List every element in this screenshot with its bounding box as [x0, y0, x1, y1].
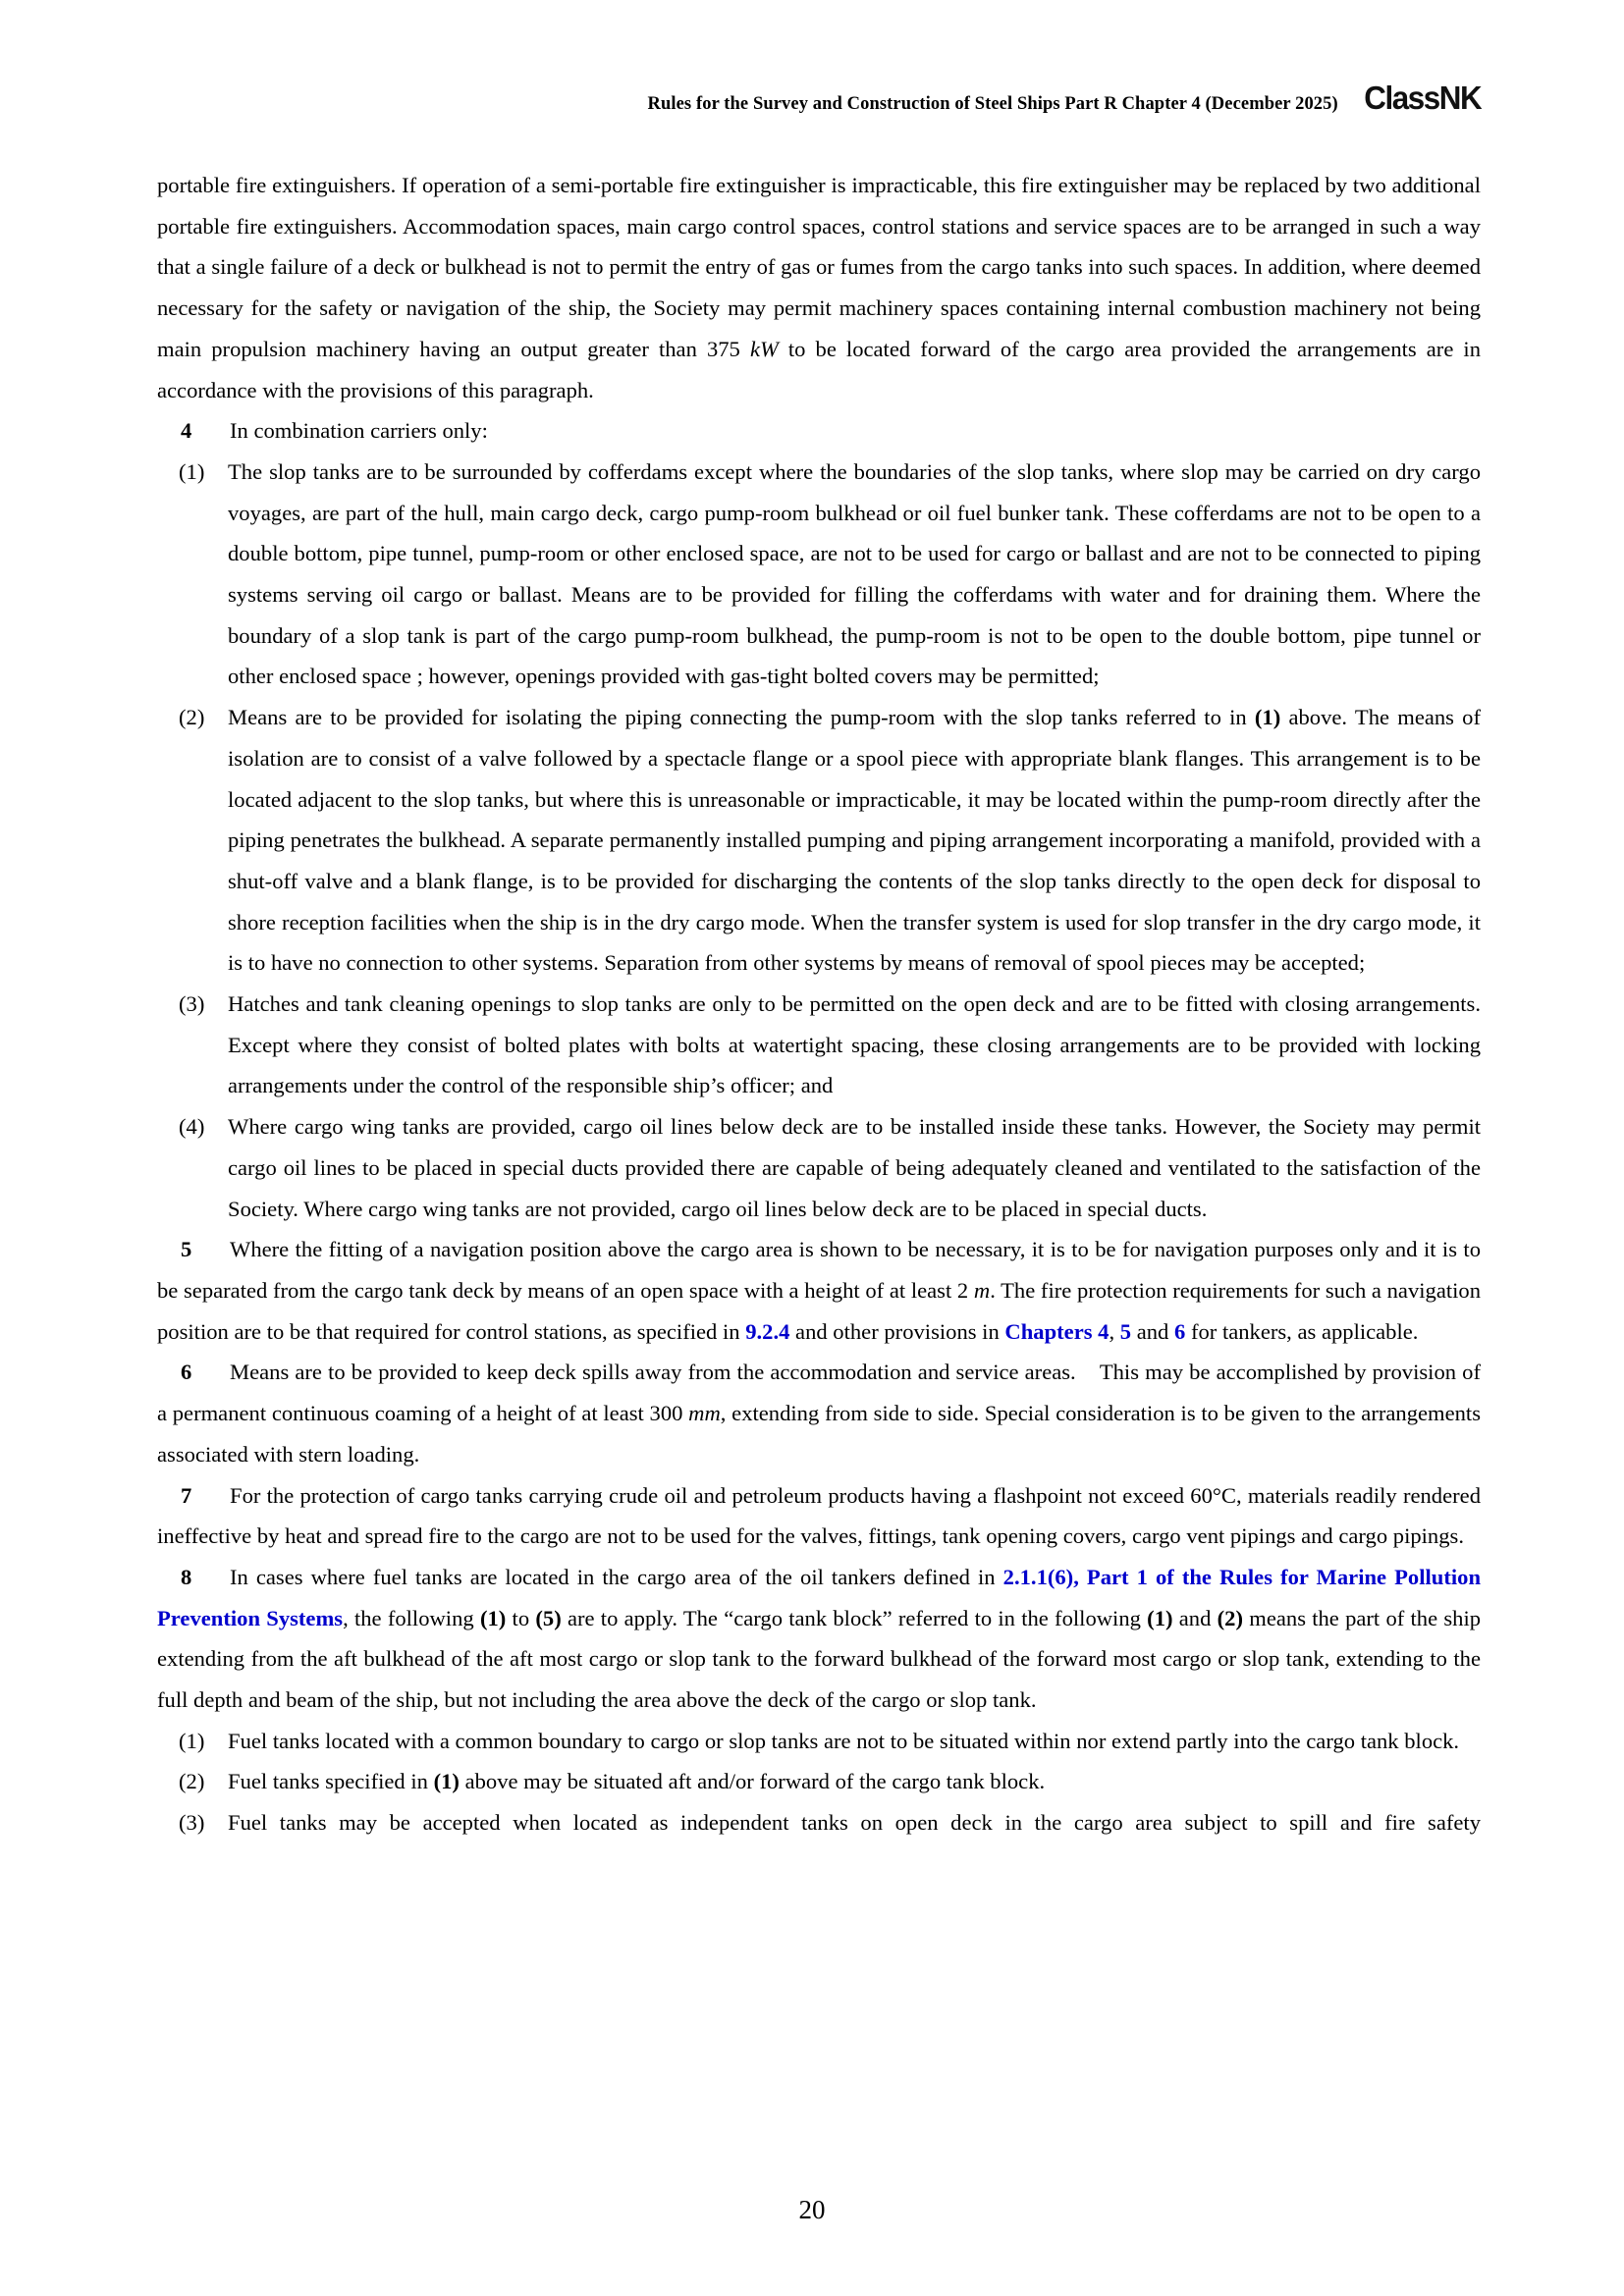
list-item: (2) Means are to be provided for isolating the piping connecting the pump-room with the slop tanks referred to in (1) above. The means of isolation are to consist of a valve followed by a spectacle flange or a spool piece with appropriate blank flanges. This arrangement is to be located adjacent to the slop tanks, but where this is unreasonable or impracticable, it may be located within the pump-room directly after the piping penetrates the bulkhead. A separate permanently installed pumping and piping arrangement incorporating a manifold, provided with a shut-off valve and a blank flange, is to be provided for discharging the contents of the slop tanks directly to the open deck for disposal to shore reception facilities when the ship is in the dry cargo mode. When the transfer system is used for slop transfer in the dry cargo mode, it is to have no connection to other systems. Separation from other systems by means of removal of spool pieces may be accepted;	[157, 697, 1481, 984]
classnk-logo: ClassNK	[1364, 80, 1481, 116]
paragraph-continued: portable fire extinguishers. If operation of a semi-portable fire extinguisher is impracticable, this fire extinguisher may be replaced by two additional portable fire extinguishers. Accommodation spaces, main cargo control spaces, control stations and service spaces are to be arranged in such a way that a single failure of a deck or bulkhead is not to permit the entry of gas or fumes from the cargo tanks into such spaces. In addition, where deemed necessary for the safety or navigation of the ship, the Society may permit machinery spaces containing internal combustion machinery not being main propulsion machinery having an output greater than 375 kW to be located forward of the cargo area provided the arrangements are in accordance with the provisions of this paragraph.	[157, 173, 1481, 402]
paragraph-4: 4 In combination carriers only:	[157, 410, 1481, 452]
item-reference: (1)	[1254, 705, 1281, 730]
link-chapter-6[interactable]: 6	[1174, 1318, 1186, 1344]
paragraph-6: 6 Means are to be provided to keep deck spills away from the accommodation and service areas. This may be accomplished by provision of a permanent continuous coaming of a height of at least 300 mm, extending from side to side. Special consideration is to be given to the arrangements associated with stern loading.	[157, 1352, 1481, 1474]
item-number: (3)	[179, 991, 205, 1017]
link-marine-pollution-rules[interactable]: 2.1.1(6), Part 1 of the Rules for Marine Pollution Prevention Systems	[157, 1564, 1482, 1630]
paragraph-8: 8 In cases where fuel tanks are located in the cargo area of the oil tankers defined in 2.1.1(6), Part 1 of the Rules for Marine Pollution Prevention Systems, the following (1) to (5) are to apply. The “cargo tank block” referred to in the following (1) and (2) means the part of the ship extending from the aft bulkhead of the aft most cargo or slop tank to the forward bulkhead of the forward most cargo or slop tank, extending to the full depth and beam of the ship, but not including the area above the deck of the cargo or slop tank.	[157, 1557, 1481, 1721]
link-9-2-4[interactable]: 9.2.4	[745, 1318, 790, 1344]
paragraph-7: 7 For the protection of cargo tanks carrying crude oil and petroleum products having a flashpoint not exceed 60°C, materials readily rendered ineffective by heat and spread fire to the cargo are not to be used for the valves, fittings, tank opening covers, cargo vent pipings and cargo pipings.	[157, 1475, 1481, 1557]
item-reference: (1)	[433, 1769, 460, 1794]
item-number: (1)	[179, 458, 205, 484]
list-item: (3) Fuel tanks may be accepted when located as independent tanks on open deck in the cargo area subject to spill and fire safety	[157, 1802, 1481, 1843]
link-chapter-5[interactable]: 5	[1119, 1318, 1132, 1344]
paragraph-number: 4	[181, 418, 192, 444]
item-number: (2)	[179, 705, 205, 730]
paragraph-number: 5	[181, 1237, 192, 1262]
link-chapter-4[interactable]: Chapters 4	[1004, 1318, 1110, 1344]
document-body	[157, 165, 1487, 1843]
paragraph-number: 8	[181, 1564, 192, 1589]
list-item: (1) The slop tanks are to be surrounded by cofferdams except where the boundaries of the slop tanks, where slop may be carried on dry cargo voyages, are part of the hull, main cargo deck, cargo pump-room bulkhead or oil fuel bunker tank. These cofferdams are not to be open to a double bottom, pipe tunnel, pump-room or other enclosed space, are not to be used for cargo or ballast and are not to be connected to piping systems serving oil cargo or ballast. Means are to be provided for filling the cofferdams with water and for draining them. Where the boundary of a slop tank is part of the cargo pump-room bulkhead, the pump-room is not to be open to the double bottom, pipe tunnel or other enclosed space ; however, openings provided with gas-tight bolted covers may be permitted;	[157, 452, 1481, 697]
page-header	[157, 73, 1481, 124]
list-item: (1) Fuel tanks located with a common boundary to cargo or slop tanks are not to be situated within nor extend partly into the cargo tank block.	[157, 1721, 1481, 1762]
item-number: (3)	[179, 1810, 205, 1836]
header-title: Rules for the Survey and Construction of Steel Ships Part R Chapter 4 (December 2025)	[647, 93, 1338, 114]
item-number: (4)	[179, 1114, 205, 1140]
item-number: (1)	[179, 1728, 205, 1753]
paragraph-5: 5 Where the fitting of a navigation position above the cargo area is shown to be necessary, it is to be for navigation purposes only and it is to be separated from the cargo tank deck by means of an open space with a height of at least 2 m. The fire protection requirements for such a navigation position are to be that required for control stations, as specified in 9.2.4 and other provisions in Chapters 4, 5 and 6 for tankers, as applicable.	[157, 1229, 1481, 1352]
list-item: (2) Fuel tanks specified in (1) above may be situated aft and/or forward of the cargo tank block.	[157, 1761, 1481, 1802]
paragraph-number: 6	[181, 1360, 192, 1385]
page-number: 20	[798, 2195, 826, 2224]
paragraph-number: 7	[181, 1482, 192, 1508]
list-item: (4) Where cargo wing tanks are provided, cargo oil lines below deck are to be installed inside these tanks. However, the Society may permit cargo oil lines to be placed in special ducts provided there are capable of being adequately cleaned and ventilated to the satisfaction of the Society. Where cargo wing tanks are not provided, cargo oil lines below deck are to be placed in special ducts.	[157, 1106, 1481, 1229]
item-number: (2)	[179, 1769, 205, 1794]
list-item: (3) Hatches and tank cleaning openings to slop tanks are only to be permitted on the open deck and are to be fitted with closing arrangements. Except where they consist of bolted plates with bolts at watertight spacing, these closing arrangements are to be provided with locking arrangements under the control of the responsible ship’s officer; and	[157, 984, 1481, 1106]
